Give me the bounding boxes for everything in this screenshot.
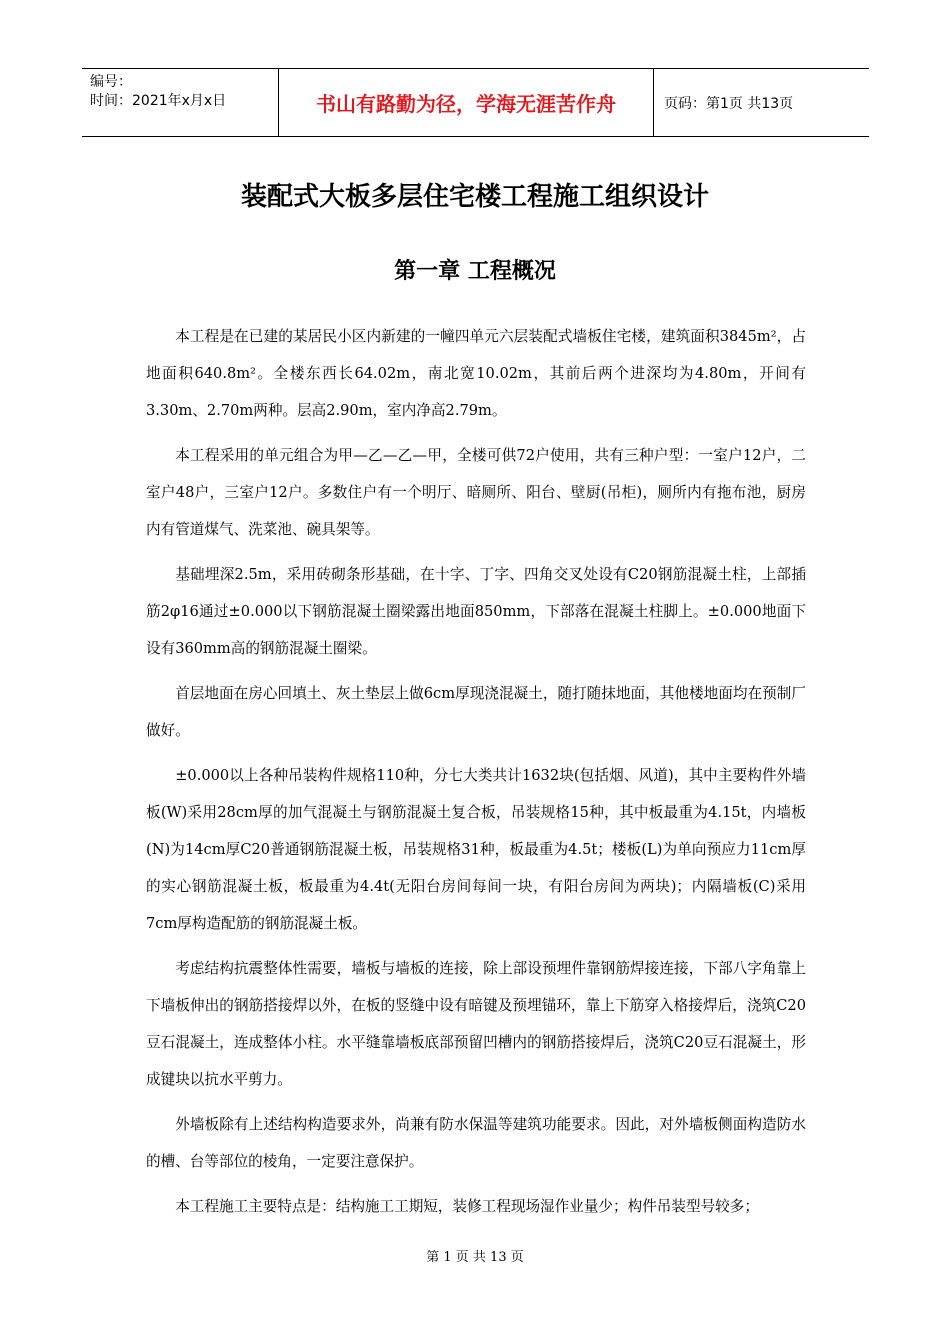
header-motto: 书山有路勤为径，学海无涯苦作舟 xyxy=(279,69,654,136)
paragraph: 本工程施工主要特点是：结构施工工期短，装修工程现场湿作业量少；构件吊装型号较多； xyxy=(175,1198,759,1215)
document-body xyxy=(146,318,806,1225)
header-page-info: 页码：第1页 共13页 xyxy=(664,95,794,112)
paragraph: 本工程采用的单元组合为甲—乙—乙—甲，全楼可供72户使用，共有三种户型：一室户12户，二室户48户，三室户12户。多数住户有一个明厅、暗厕所、阳台、壁厨(吊柜)，厕所内有拖布池，厨房内有管道煤气、洗菜池、碗具架等。 xyxy=(146,447,806,538)
paragraph: 考虑结构抗震整体性需要，墙板与墙板的连接，除上部设预埋件靠钢筋焊接连接，下部八字角靠上下墙板伸出的钢筋搭接焊以外，在板的竖缝中设有暗键及预埋锚环，靠上下筋穿入格接焊后，浇筑C20豆石混凝土，连成整体小柱。水平缝靠墙板底部预留凹槽内的钢筋搭接焊后，浇筑C20豆石混凝土，形成键块以抗水平剪力。 xyxy=(146,960,806,1088)
paragraph: 首层地面在房心回填土、灰土垫层上做6cm厚现浇混凝土，随打随抹地面，其他楼地面均在预制厂做好。 xyxy=(146,685,806,739)
document-time-label: 时间：2021年x月x日 xyxy=(90,93,227,109)
header-meta xyxy=(82,69,279,136)
chapter-title: 第一章 工程概况 xyxy=(394,259,556,284)
paragraph: 外墙板除有上述结构构造要求外，尚兼有防水保温等建筑功能要求。因此，对外墙板侧面构造防水的槽、台等部位的棱角，一定要注意保护。 xyxy=(146,1116,806,1170)
paragraph: 本工程是在已建的某居民小区内新建的一幢四单元六层装配式墙板住宅楼，建筑面积3845m²，占地面积640.8m²。全楼东西长64.02m，南北宽10.02m，其前后两个进深均为4.80m，开间有3.30m、2.70m两种。层高2.90m，室内净高2.79m。 xyxy=(146,328,806,419)
document-number-label: 编号： xyxy=(90,74,132,90)
paragraph: ±0.000以上各种吊装构件规格110种，分七大类共计1632块(包括烟、风道)，其中主要构件外墙板(W)采用28cm厚的加气混凝土与钢筋混凝土复合板，吊装规格15种，其中板最重为4.15t，内墙板(N)为14cm厚C20普通钢筋混凝土板，吊装规格31种，板最重为4.5t；楼板(L)为单向预应力11cm厚的实心钢筋混凝土板，板最重为4.4t(无阳台房间每间一块，有阳台房间为两块)；内隔墙板(C)采用7cm厚构造配筋的钢筋混凝土板。 xyxy=(146,767,806,932)
page-header xyxy=(82,68,869,137)
document-title: 装配式大板多层住宅楼工程施工组织设计 xyxy=(240,182,709,212)
page-footer: 第 1 页 共 13 页 xyxy=(426,1250,524,1265)
paragraph: 基础埋深2.5m，采用砖砌条形基础，在十字、丁字、四角交叉处设有C20钢筋混凝土柱，上部插筋2φ16通过±0.000以下钢筋混凝土圈梁露出地面850mm，下部落在混凝土柱脚上。±0.000地面下设有360mm高的钢筋混凝土圈梁。 xyxy=(146,566,806,657)
